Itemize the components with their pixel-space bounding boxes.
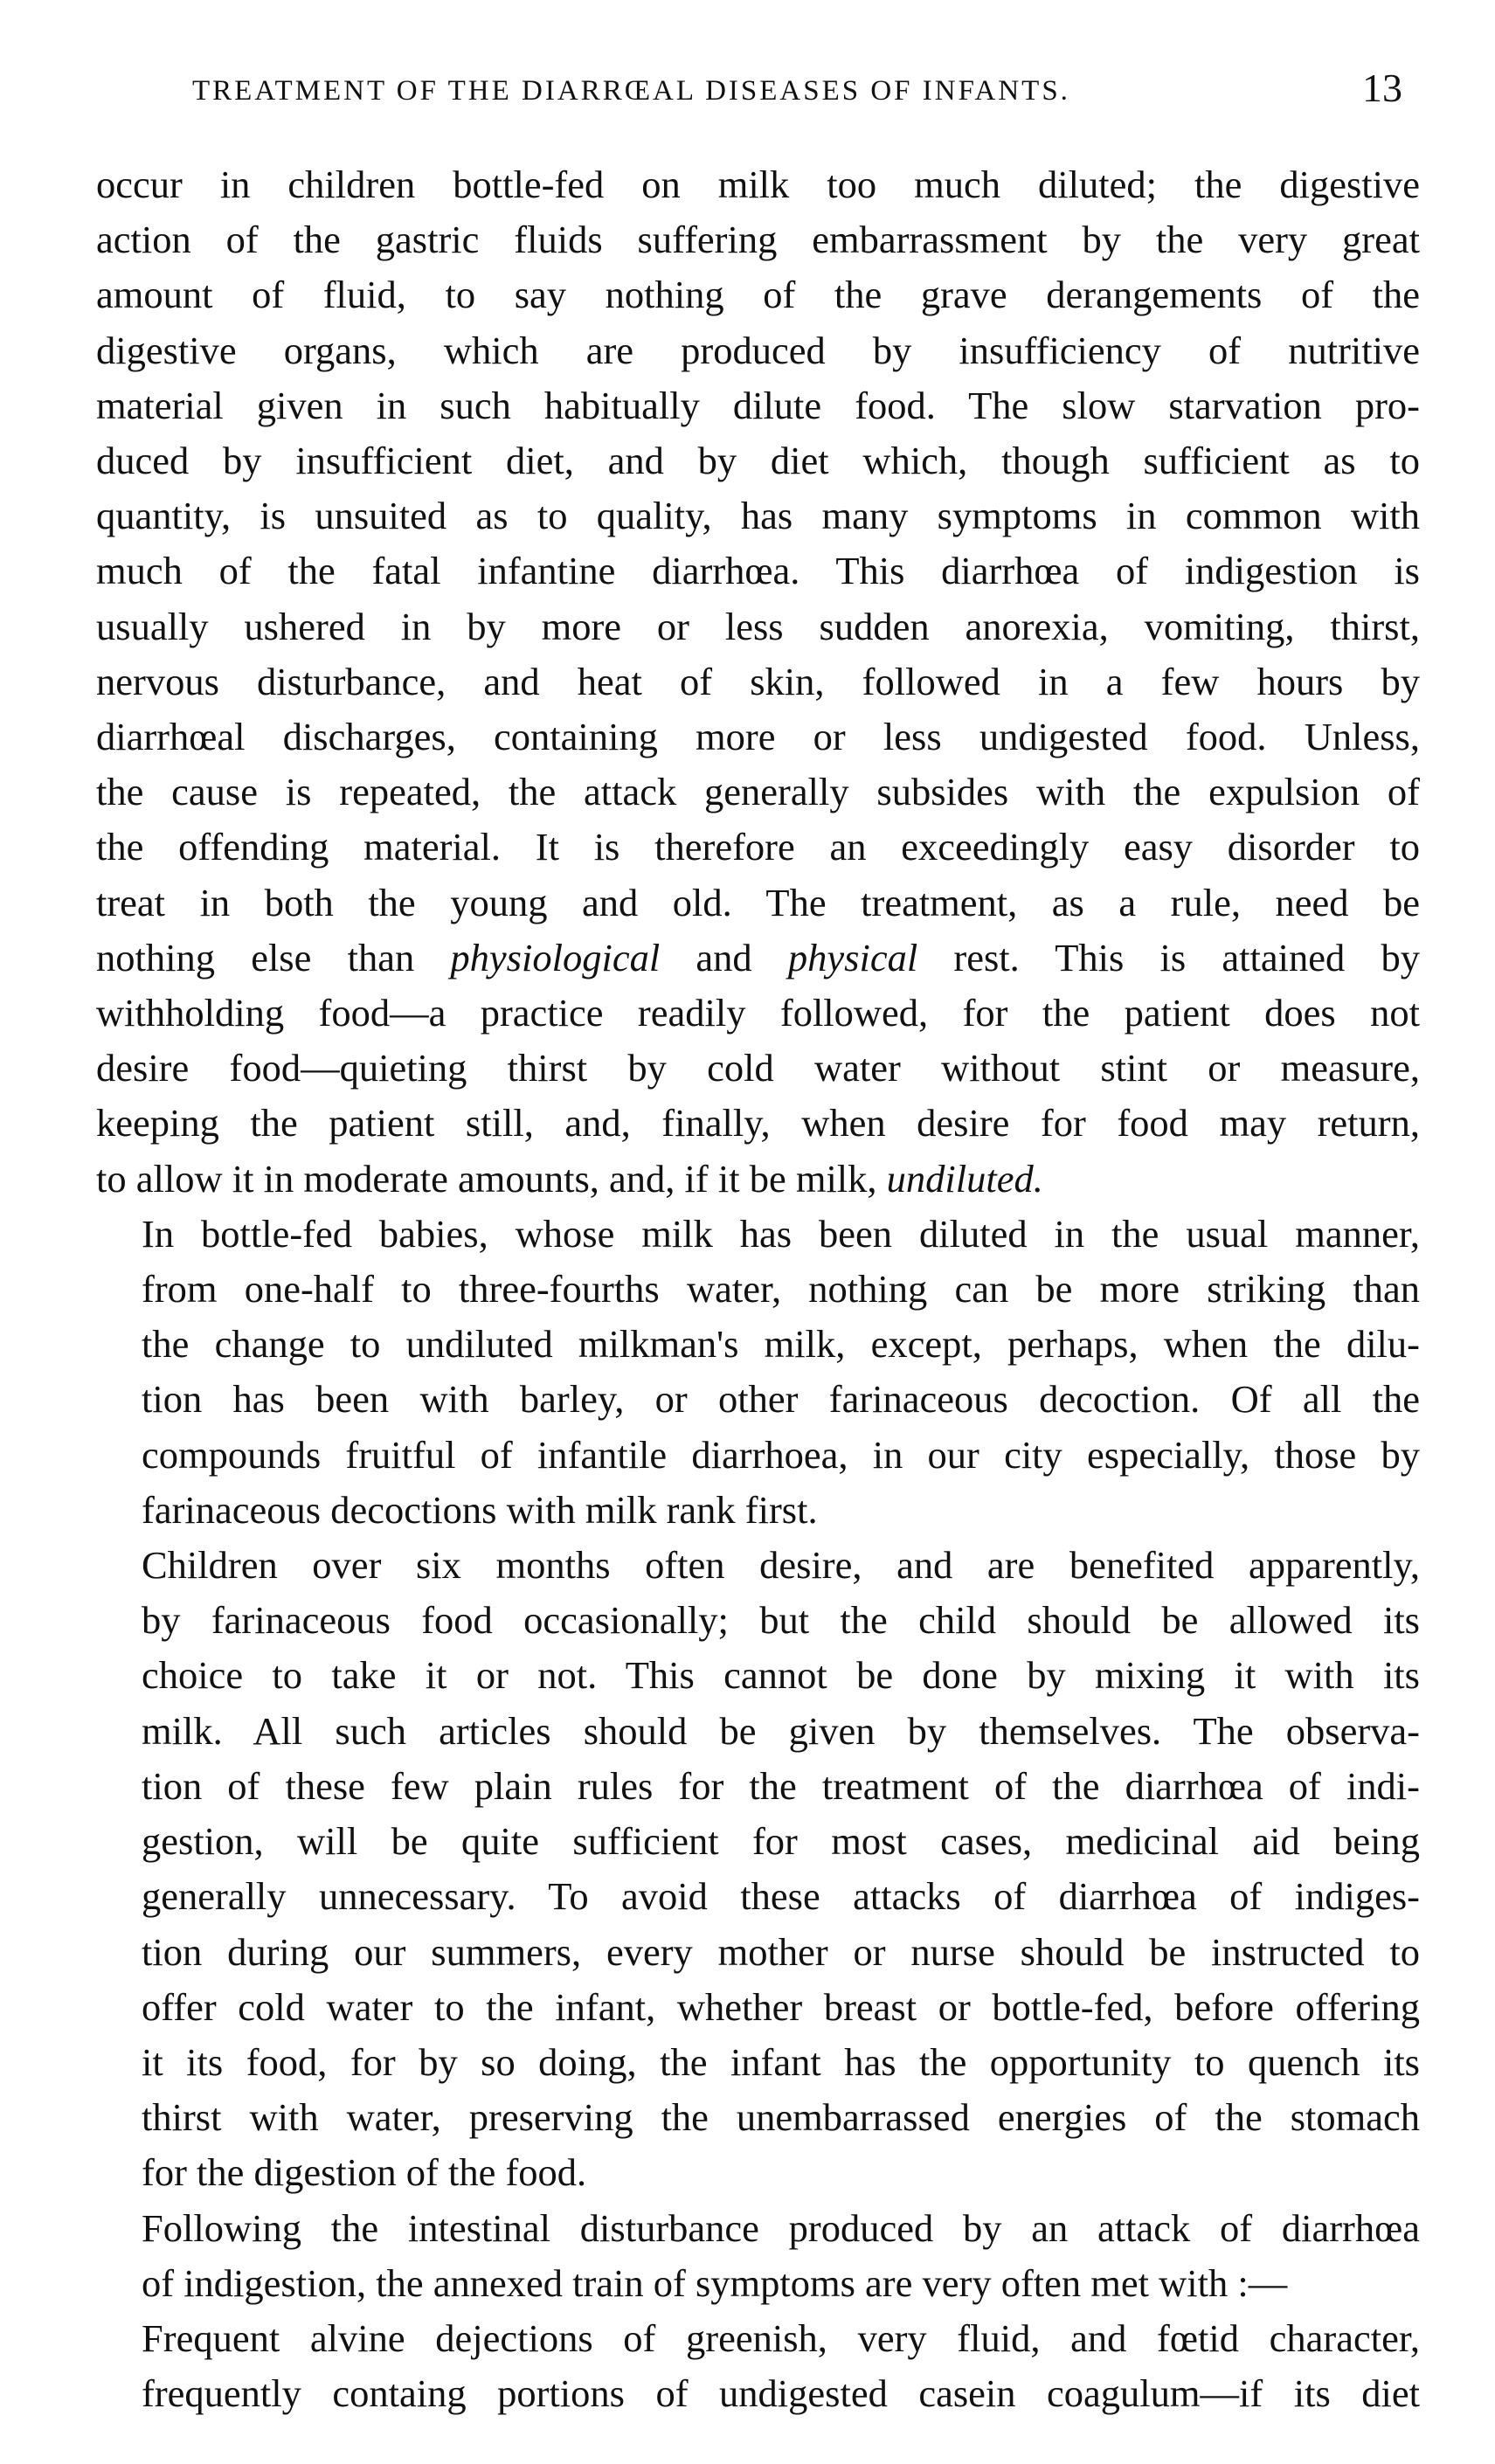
italic-emphasis: physiological	[450, 935, 661, 979]
paragraph	[96, 2311, 1420, 2421]
text-line: digestive organs, which are produced by insufficiency of nutritive	[96, 328, 1420, 372]
text-line: the change to undiluted milkman's milk, except, perhaps, when the dilu-	[142, 1322, 1420, 1367]
page-number: 13	[1362, 66, 1402, 110]
text-line: the cause is repeated, the attack generally subsides with the expulsion of	[96, 770, 1420, 814]
text-line: treat in both the young and old. The treatment, as a rule, need be	[96, 880, 1420, 924]
text-line: to allow it in moderate amounts, and, if it be milk, undiluted.	[96, 1156, 1043, 1201]
running-title: TREATMENT OF THE DIARRŒAL DISEASES OF INFANTS.	[192, 75, 1070, 107]
italic-emphasis: physical	[787, 935, 918, 979]
text-line: action of the gastric fluids suffering embarrassment by the very great	[96, 218, 1420, 262]
body-text	[96, 157, 1420, 2421]
text-line: it its food, for by so doing, the infant has the opportunity to quench its	[142, 2039, 1420, 2084]
text-line: gestion, will be quite sufficient for most cases, medicinal aid being	[142, 1819, 1420, 1864]
text-line: quantity, is unsuited as to quality, has many symptoms in common with	[96, 494, 1420, 538]
text-line: offer cold water to the infant, whether breast or bottle-fed, before offering	[142, 1984, 1420, 2029]
paragraph	[96, 157, 1420, 1207]
text-line: choice to take it or not. This cannot be done by mixing it with its	[142, 1653, 1420, 1698]
text-line: desire food—quieting thirst by cold water without stint or measure,	[96, 1046, 1420, 1090]
text-line: generally unnecessary. To avoid these attacks of diarrhœa of indiges-	[142, 1874, 1420, 1919]
text-line: by farinaceous food occasionally; but the child should be allowed its	[142, 1598, 1420, 1643]
text-line: Children over six months often desire, and are benefited apparently,	[142, 1543, 1420, 1588]
text-line: amount of fluid, to say nothing of the grave derangements of the	[96, 273, 1420, 317]
paragraph	[96, 1207, 1420, 1538]
text-line: much of the fatal infantine diarrhœa. This diarrhœa of indigestion is	[96, 549, 1420, 593]
text-line: withholding food—a practice readily followed, for the patient does not	[96, 991, 1420, 1035]
text-line: compounds fruitful of infantile diarrhoea, in our city especially, those by	[142, 1432, 1420, 1477]
text-line: In bottle-fed babies, whose milk has been diluted in the usual manner,	[142, 1211, 1420, 1256]
text-line: for the digestion of the food.	[142, 2150, 587, 2195]
text-line: of indigestion, the annexed train of symptoms are very often met with :—	[142, 2260, 1288, 2305]
paragraph	[96, 2201, 1420, 2311]
text-line: tion of these few plain rules for the treatment of the diarrhœa of indi-	[142, 1763, 1420, 1808]
text-line: tion during our summers, every mother or nurse should be instructed to	[142, 1929, 1420, 1974]
text-line: nothing else than physiological and physical rest. This is attained by	[96, 935, 1420, 979]
text-line: frequently containg portions of undigested casein coagulum—if its diet	[142, 2371, 1420, 2416]
running-head	[96, 61, 1420, 131]
text-line: Following the intestinal disturbance produced by an attack of diarrhœa	[142, 2205, 1420, 2250]
text-line: milk. All such articles should be given by themselves. The observa-	[142, 1708, 1420, 1753]
paragraph	[96, 1538, 1420, 2200]
text-line: from one-half to three-fourths water, nothing can be more striking than	[142, 1267, 1420, 1312]
text-line: occur in children bottle-fed on milk too much diluted; the digestive	[96, 163, 1420, 206]
italic-emphasis: undiluted.	[886, 1156, 1043, 1201]
text-line: diarrhœal discharges, containing more or less undigested food. Unless,	[96, 715, 1420, 759]
text-line: keeping the patient still, and, finally, when desire for food may return,	[96, 1101, 1420, 1145]
text-line: farinaceous decoctions with milk rank first.	[142, 1487, 818, 1532]
text-line: the offending material. It is therefore an exceedingly easy disorder to	[96, 825, 1420, 869]
text-line: nervous disturbance, and heat of skin, followed in a few hours by	[96, 659, 1420, 703]
text-line: Frequent alvine dejections of greenish, very fluid, and fœtid character,	[142, 2315, 1420, 2360]
text-line: thirst with water, preserving the unembarrassed energies of the stomach	[142, 2095, 1420, 2140]
text-line: duced by insufficient diet, and by diet which, though sufficient as to	[96, 439, 1420, 483]
text-line: material given in such habitually dilute food. The slow starvation pro-	[96, 383, 1420, 427]
text-line: usually ushered in by more or less sudden anorexia, vomiting, thirst,	[96, 604, 1420, 648]
text-line: tion has been with barley, or other farinaceous decoction. Of all the	[142, 1377, 1420, 1422]
